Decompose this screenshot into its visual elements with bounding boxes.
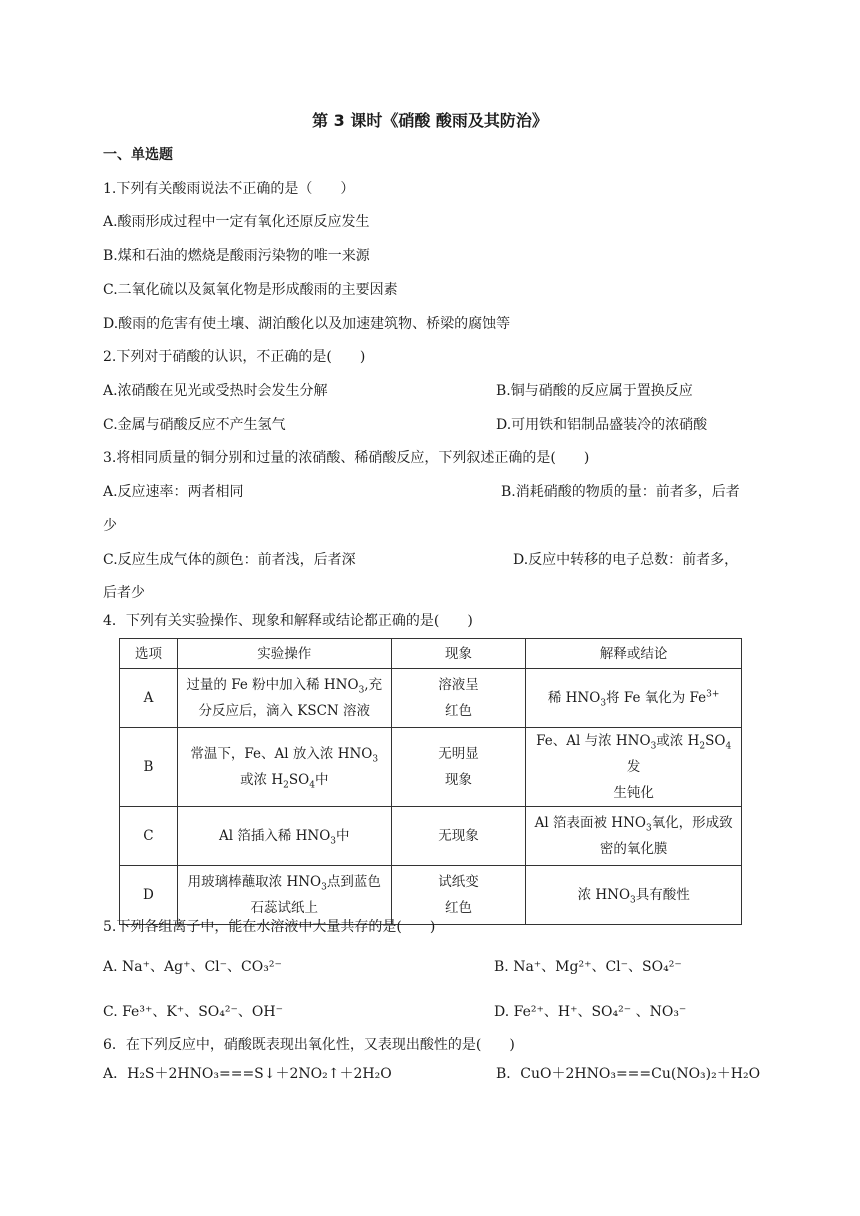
- q2-option-b: B.铜与硝酸的反应属于置换反应: [496, 383, 693, 399]
- row-operation: 常温下，Fe、Al 放入浓 $HNO_3$ 或浓 $H_2SO_4$中: [177, 728, 391, 807]
- q1-option-b: B.煤和石油的燃烧是酸雨污染物的唯一来源: [103, 248, 370, 264]
- q6-option-a: A．H₂S＋2HNO₃===S↓＋2NO₂↑＋2H₂O: [103, 1066, 392, 1082]
- q5-option-c: C. Fe³⁺、K⁺、SO₄²⁻、OH⁻: [103, 1004, 283, 1020]
- q1-option-c: C.二氧化硫以及氮氧化物是形成酸雨的主要因素: [103, 282, 398, 298]
- q5-stem: 5.下列各组离子中，能在水溶液中大量共存的是( ): [103, 919, 436, 935]
- q1-stem: 1.下列有关酸雨说法不正确的是（ ）: [103, 181, 355, 197]
- row-phenomenon: 无现象: [391, 807, 526, 866]
- q3-option-b: B.消耗硝酸的物质的量：前者多，后者: [501, 484, 740, 500]
- row-phenomenon: 试纸变 红色: [391, 866, 526, 925]
- q3-option-c: C.反应生成气体的颜色：前者浅，后者深: [103, 552, 356, 568]
- q5-option-b: B. Na⁺、Mg²⁺、Cl⁻、SO₄²⁻: [494, 959, 682, 975]
- row-option: D: [120, 866, 178, 925]
- row-conclusion: Fe、Al 与浓 $HNO_3$或浓 $H_2SO_4$发 生钝化: [526, 728, 742, 807]
- section-heading: 一、单选题: [103, 147, 173, 163]
- table-row: [120, 669, 742, 728]
- q6-option-b: B．CuO＋2HNO₃===Cu(NO₃)₂＋H₂O: [496, 1066, 761, 1082]
- row-option: B: [120, 728, 178, 807]
- header-phenomenon: 现象: [391, 639, 526, 669]
- row-conclusion: Al 箔表面被 $HNO_3$氧化，形成致 密的氧化膜: [526, 807, 742, 866]
- q3-option-d: D.反应中转移的电子总数：前者多，: [513, 552, 739, 568]
- q4-stem: 4．下列有关实验操作、现象和解释或结论都正确的是( ): [103, 613, 473, 629]
- q2-stem: 2.下列对于硝酸的认识，不正确的是( ): [103, 349, 366, 365]
- q1-option-d: D.酸雨的危害有使土壤、湖泊酸化以及加速建筑物、桥梁的腐蚀等: [103, 316, 511, 332]
- q3-stem: 3.将相同质量的铜分别和过量的浓硝酸、稀硝酸反应，下列叙述正确的是( ): [103, 450, 590, 466]
- row-operation: Al 箔插入稀 $HNO_3$中: [177, 807, 391, 866]
- table-row: [120, 807, 742, 866]
- q3-option-b-wrap: 少: [103, 518, 117, 534]
- q2-option-c: C.金属与硝酸反应不产生氢气: [103, 417, 286, 433]
- q3-option-d-wrap: 后者少: [103, 585, 145, 601]
- q2-option-a: A.浓硝酸在见光或受热时会发生分解: [103, 383, 328, 399]
- row-option: A: [120, 669, 178, 728]
- q5-option-d: D. Fe²⁺、H⁺、SO₄²⁻ 、NO₃⁻: [494, 1004, 687, 1020]
- row-phenomenon: 无明显 现象: [391, 728, 526, 807]
- q2-option-d: D.可用铁和铝制品盛装冷的浓硝酸: [496, 417, 708, 433]
- q4-table: [119, 638, 742, 925]
- table-header-row: [120, 639, 742, 669]
- row-phenomenon: 溶液呈 红色: [391, 669, 526, 728]
- table-row: [120, 866, 742, 925]
- row-operation: 用玻璃棒蘸取浓 $HNO_3$点到蓝色 石蕊试纸上: [177, 866, 391, 925]
- row-conclusion: 浓 $HNO_3$具有酸性: [526, 866, 742, 925]
- q3-option-a: A.反应速率：两者相同: [103, 484, 244, 500]
- header-conclusion: 解释或结论: [526, 639, 742, 669]
- q5-option-a: A. Na⁺、Ag⁺、Cl⁻、CO₃²⁻: [103, 959, 282, 975]
- row-option: C: [120, 807, 178, 866]
- q6-stem: 6．在下列反应中，硝酸既表现出氧化性，又表现出酸性的是( ): [103, 1037, 515, 1053]
- row-conclusion: 稀 $HNO_3$将 Fe 氧化为 $Fe^{3+}$: [526, 669, 742, 728]
- page-title: 第 3 课时《硝酸 酸雨及其防治》: [312, 111, 548, 130]
- table-row: [120, 728, 742, 807]
- header-option: 选项: [120, 639, 178, 669]
- row-operation: 过量的 Fe 粉中加入稀 $HNO_3$,充 分反应后，滴入 KSCN 溶液: [177, 669, 391, 728]
- q1-option-a: A.酸雨形成过程中一定有氧化还原反应发生: [103, 214, 370, 230]
- header-operation: 实验操作: [177, 639, 391, 669]
